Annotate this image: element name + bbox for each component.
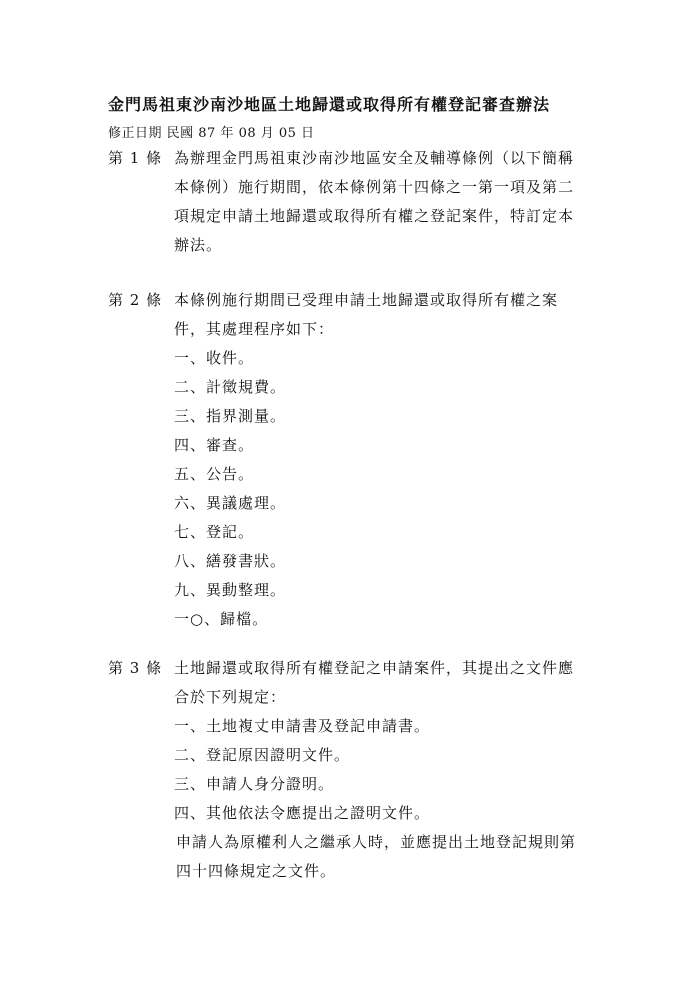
article-line: 項規定申請土地歸還或取得所有權之登記案件，特訂定本	[174, 207, 575, 225]
article-number: 第 3 條	[108, 659, 163, 677]
article-line: 件，其處理程序如下：	[174, 320, 335, 338]
list-item: 二、計徵規費。	[174, 378, 287, 396]
document-title: 金門馬祖東沙南沙地區土地歸還或取得所有權登記審查辦法	[108, 95, 551, 114]
article-1	[108, 144, 608, 260]
list-item: 七、登記。	[174, 523, 255, 541]
article-line: 本條例施行期間已受理申請土地歸還或取得所有權之案	[174, 291, 559, 309]
note-line: 申請人為原權利人之繼承人時，並應提出土地登記規則第	[176, 833, 577, 851]
list-item: 九、異動整理。	[174, 581, 287, 599]
list-item: 五、公告。	[174, 465, 255, 483]
list-item: 六、異議處理。	[174, 494, 287, 512]
note-line: 四十四條規定之文件。	[176, 862, 337, 880]
article-line: 為辦理金門馬祖東沙南沙地區安全及輔導條例（以下簡稱	[174, 149, 575, 167]
article-text	[174, 286, 594, 344]
article-2	[108, 286, 608, 634]
list-item: 四、其他依法令應提出之證明文件。	[174, 804, 431, 822]
article-line: 辦法。	[174, 236, 223, 254]
list-item: 三、申請人身分證明。	[174, 775, 335, 793]
article-number: 第 2 條	[108, 291, 163, 309]
list-item: 一○、歸檔。	[174, 610, 269, 628]
article-note	[176, 828, 608, 886]
revision-date: 修正日期 民國 87 年 08 月 05 日	[108, 126, 315, 141]
list-item: 八、繕發書狀。	[174, 552, 287, 570]
article-3	[108, 654, 608, 886]
article-number: 第 1 條	[108, 149, 163, 167]
article-text	[174, 654, 594, 712]
list-item: 三、指界測量。	[174, 407, 287, 425]
list-item: 一、土地複丈申請書及登記申請書。	[174, 717, 431, 735]
list-item: 二、登記原因證明文件。	[174, 746, 351, 764]
list-item: 四、審查。	[174, 436, 255, 454]
article-line: 本條例）施行期間，依本條例第十四條之一第一項及第二	[174, 178, 575, 196]
document-requirement-list	[174, 712, 608, 828]
list-item: 一、收件。	[174, 349, 255, 367]
article-line: 合於下列規定：	[174, 688, 287, 706]
article-line: 土地歸還或取得所有權登記之申請案件，其提出之文件應	[174, 659, 575, 677]
procedure-list	[174, 344, 608, 634]
article-text	[174, 144, 594, 260]
